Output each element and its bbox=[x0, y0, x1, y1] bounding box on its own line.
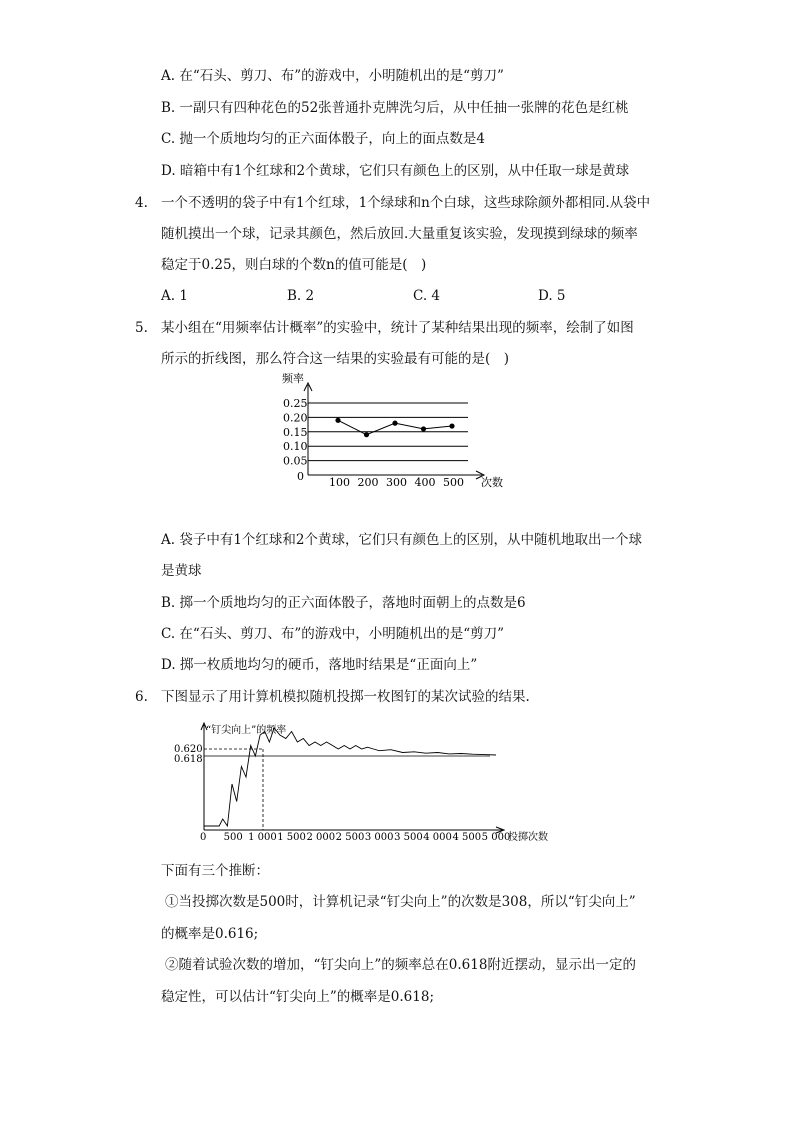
origin-label: 0 bbox=[200, 832, 207, 843]
x-tick-label: 3 000 bbox=[364, 832, 394, 843]
x-tick-label: 500 bbox=[223, 832, 243, 843]
q6-inference-line: 的概率是0.616; bbox=[161, 926, 259, 942]
q5-option-b: B. 掷一个质地均匀的正六面体骰子，落地时面朝上的点数是6 bbox=[161, 595, 526, 611]
x-tick-label: 2 500 bbox=[335, 832, 365, 843]
y-tick-label: 0.05 bbox=[283, 454, 308, 468]
q4-option-b: B. 2 bbox=[287, 288, 315, 304]
q4-option-c: C. 4 bbox=[413, 288, 441, 304]
data-point bbox=[335, 418, 340, 423]
x-tick-label: 4 500 bbox=[452, 832, 482, 843]
y-tick-label: 0.10 bbox=[283, 440, 308, 454]
data-point bbox=[449, 423, 454, 428]
q4-stem-line: 随机摸出一个球，记录其颜色，然后放回.大量重复该实验，发现摸到绿球的频率 bbox=[161, 226, 638, 242]
ref-value-label: 0.620 bbox=[174, 744, 203, 755]
q6-inference-line: 稳定性，可以估计“钉尖向上”的概率是0.618; bbox=[161, 989, 434, 1005]
x-tick-label: 5 000 bbox=[481, 832, 511, 843]
q3-option-a: A. 在“石头、剪刀、布”的游戏中，小明随机出的是“剪刀” bbox=[161, 68, 504, 84]
x-tick-label: 2 000 bbox=[306, 832, 336, 843]
x-axis-label: 投掷次数 bbox=[508, 832, 548, 843]
q6-intro: 下图显示了用计算机模拟随机投掷一枚图钉的某次试验的结果. bbox=[161, 689, 530, 705]
x-tick-label: 1 500 bbox=[277, 832, 306, 843]
x-tick-label: 3 500 bbox=[394, 832, 423, 843]
x-tick-label: 300 bbox=[386, 476, 407, 489]
q6-inference-line: ①当投掷次数是500时，计算机记录“钉尖向上”的次数是308，所以“钉尖向上” bbox=[165, 894, 636, 910]
ref-value-label: 0.618 bbox=[174, 754, 203, 765]
data-point bbox=[421, 426, 426, 431]
y-tick-label: 0.20 bbox=[283, 411, 308, 425]
y-axis-label: 频率 bbox=[282, 372, 304, 385]
q4-option-d: D. 5 bbox=[538, 288, 566, 304]
q6-number: 6. bbox=[135, 689, 148, 705]
x-tick-label: 400 bbox=[414, 476, 436, 489]
q6-inference-line: ②随着试验次数的增加，“钉尖向上”的频率总在0.618附近摆动，显示出一定的 bbox=[165, 957, 636, 973]
x-tick-label: 1 000 bbox=[248, 832, 277, 843]
data-point bbox=[392, 421, 397, 426]
q4-stem-line: 一个不透明的袋子中有1个红球，1个绿球和n个白球，这些球除颜外都相同.从袋中 bbox=[161, 195, 651, 211]
origin-label: 0 bbox=[297, 470, 304, 483]
q4-stem-line: 稳定于0.25，则白球的个数n的值可能是( ) bbox=[161, 257, 427, 273]
q5-number: 5. bbox=[135, 320, 148, 336]
q4-number: 4. bbox=[135, 195, 148, 211]
q3-option-c: C. 抛一个质地均匀的正六面体骰子，向上的面点数是4 bbox=[161, 131, 486, 147]
x-tick-label: 4 000 bbox=[423, 832, 452, 843]
q5-option-a: A. 袋子中有1个红球和2个黄球，它们只有颜色上的区别，从中随机地取出一个球 bbox=[161, 532, 643, 548]
x-tick-label: 100 bbox=[329, 476, 350, 489]
q5-option-c: C. 在“石头、剪刀、布”的游戏中，小明随机出的是“剪刀” bbox=[161, 626, 505, 642]
series-line bbox=[204, 728, 496, 826]
x-axis-label: 次数 bbox=[481, 476, 503, 489]
q5-option-d: D. 掷一枚质地均匀的硬币，落地时结果是“正面向上” bbox=[161, 657, 478, 673]
q3-option-d: D. 暗箱中有1个红球和2个黄球，它们只有颜色上的区别，从中任取一球是黄球 bbox=[161, 163, 630, 179]
y-axis-label: “钉尖向上”的频率 bbox=[206, 725, 287, 736]
frequency-line-chart bbox=[270, 365, 520, 500]
pin-toss-frequency-chart bbox=[170, 718, 570, 848]
q5-option-a-cont: 是黄球 bbox=[161, 563, 202, 579]
x-tick-label: 500 bbox=[443, 476, 464, 489]
q5-stem-line: 某小组在“用频率估计概率”的实验中，统计了某种结果出现的频率，绘制了如图 bbox=[161, 320, 634, 336]
y-tick-label: 0.15 bbox=[283, 425, 308, 439]
q3-option-b: B. 一副只有四种花色的52张普通扑克牌洗匀后，从中任抽一张牌的花色是红桃 bbox=[161, 100, 629, 116]
x-tick-label: 200 bbox=[357, 476, 379, 489]
y-tick-label: 0.25 bbox=[283, 397, 308, 410]
q5-stem-line: 所示的折线图，那么符合这一结果的实验最有可能的是( ) bbox=[161, 351, 510, 367]
q4-option-a: A. 1 bbox=[161, 288, 188, 304]
data-point bbox=[364, 432, 369, 437]
q6-lead: 下面有三个推断： bbox=[161, 863, 269, 879]
